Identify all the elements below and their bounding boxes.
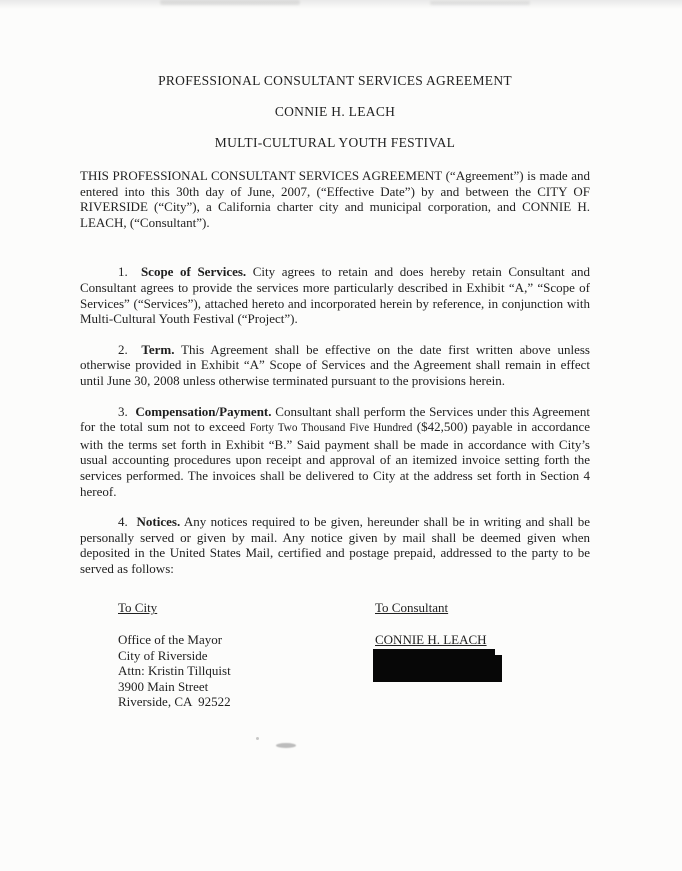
scan-artifact-smudge bbox=[256, 737, 259, 740]
section-2-number: 2. bbox=[118, 341, 128, 357]
consultant-name-heading: CONNIE H. LEACH bbox=[274, 104, 396, 119]
city-address-line: 3900 Main Street bbox=[118, 678, 209, 694]
section-3-compensation-payment bbox=[80, 404, 590, 500]
notices-columns bbox=[80, 600, 590, 710]
city-address-line: Office of the Mayor bbox=[118, 632, 223, 648]
document-content bbox=[80, 0, 590, 710]
section-1-scope-of-services bbox=[80, 264, 590, 326]
document-title: PROFESSIONAL CONSULTANT SERVICES AGREEMENT bbox=[158, 73, 512, 88]
section-3-heading: Compensation/Payment. bbox=[135, 403, 272, 419]
section-4-body: Any notices required to be given, hereunder shall be in writing and shall be personally served or given by mail. Any notice given by mail shall be deemed given when deposited in the United States Mail, certified and postage prepaid, addressed to the party to be served as follows: bbox=[80, 514, 590, 576]
section-1-heading: Scope of Services. bbox=[140, 264, 247, 280]
intro-paragraph: THIS PROFESSIONAL CONSULTANT SERVICES AGREEMENT (“Agreement”) is made and entered into this 30th day of June, 2007, (“Effective Date”) by and between the CITY OF RIVERSIDE (“City”), a California charter city and municipal corporation, and CONNIE H. LEACH, (“Consultant”). bbox=[80, 168, 590, 230]
consultant-name-line: CONNIE H. LEACH bbox=[375, 632, 487, 648]
section-3-number: 3. bbox=[118, 403, 128, 419]
section-4-number: 4. bbox=[118, 514, 128, 530]
to-consultant-column bbox=[375, 600, 575, 710]
section-1-body: City agrees to retain and does hereby retain Consultant and Consultant agrees to provide the services more particularly described in Exhibit “A,” “Scope of Services” (“Services”), attached hereto and incorporated herein by reference, in conjunction with Multi-Cultural Youth Festival (“Project”). bbox=[80, 264, 591, 327]
section-2-heading: Term. bbox=[141, 341, 175, 357]
project-name-heading: MULTI-CULTURAL YOUTH FESTIVAL bbox=[214, 135, 456, 150]
city-address-line: Attn: Kristin Tillquist bbox=[118, 663, 231, 679]
section-1-number: 1. bbox=[118, 264, 128, 280]
section-3-body-post: ($42,500) payable in accordance with the terms set forth in Exhibit “B.” Said payment shall be made in accordance with City’s usual accounting procedures upon receipt and approval of an itemized invoice setting forth the services performed. The invoices shall be delivered to City at the address set forth in Section 4 hereof. bbox=[80, 419, 590, 499]
to-city-column bbox=[118, 600, 375, 710]
city-address-line: City of Riverside bbox=[118, 647, 208, 663]
section-3-amount-words: Forty Two Thousand Five Hundred bbox=[249, 422, 413, 435]
scan-artifact-smudge bbox=[276, 743, 296, 748]
section-2-term bbox=[80, 342, 590, 389]
to-consultant-label: To Consultant bbox=[375, 600, 449, 616]
city-address-line: Riverside, CA 92522 bbox=[118, 694, 231, 710]
section-4-heading: Notices. bbox=[136, 514, 181, 530]
redacted-address-block bbox=[373, 649, 495, 682]
to-city-label: To City bbox=[118, 600, 158, 616]
section-2-body: This Agreement shall be effective on the date first written above unless otherwise provided in Exhibit “A” Scope of Services and the Agreement shall remain in effect until June 30, 2008 unless otherwise terminated pursuant to the provisions herein. bbox=[80, 341, 590, 388]
section-4-notices bbox=[80, 514, 590, 576]
section-3-body-pre: Consultant shall perform the Services under this Agreement for the total sum not to exceed bbox=[80, 403, 590, 435]
